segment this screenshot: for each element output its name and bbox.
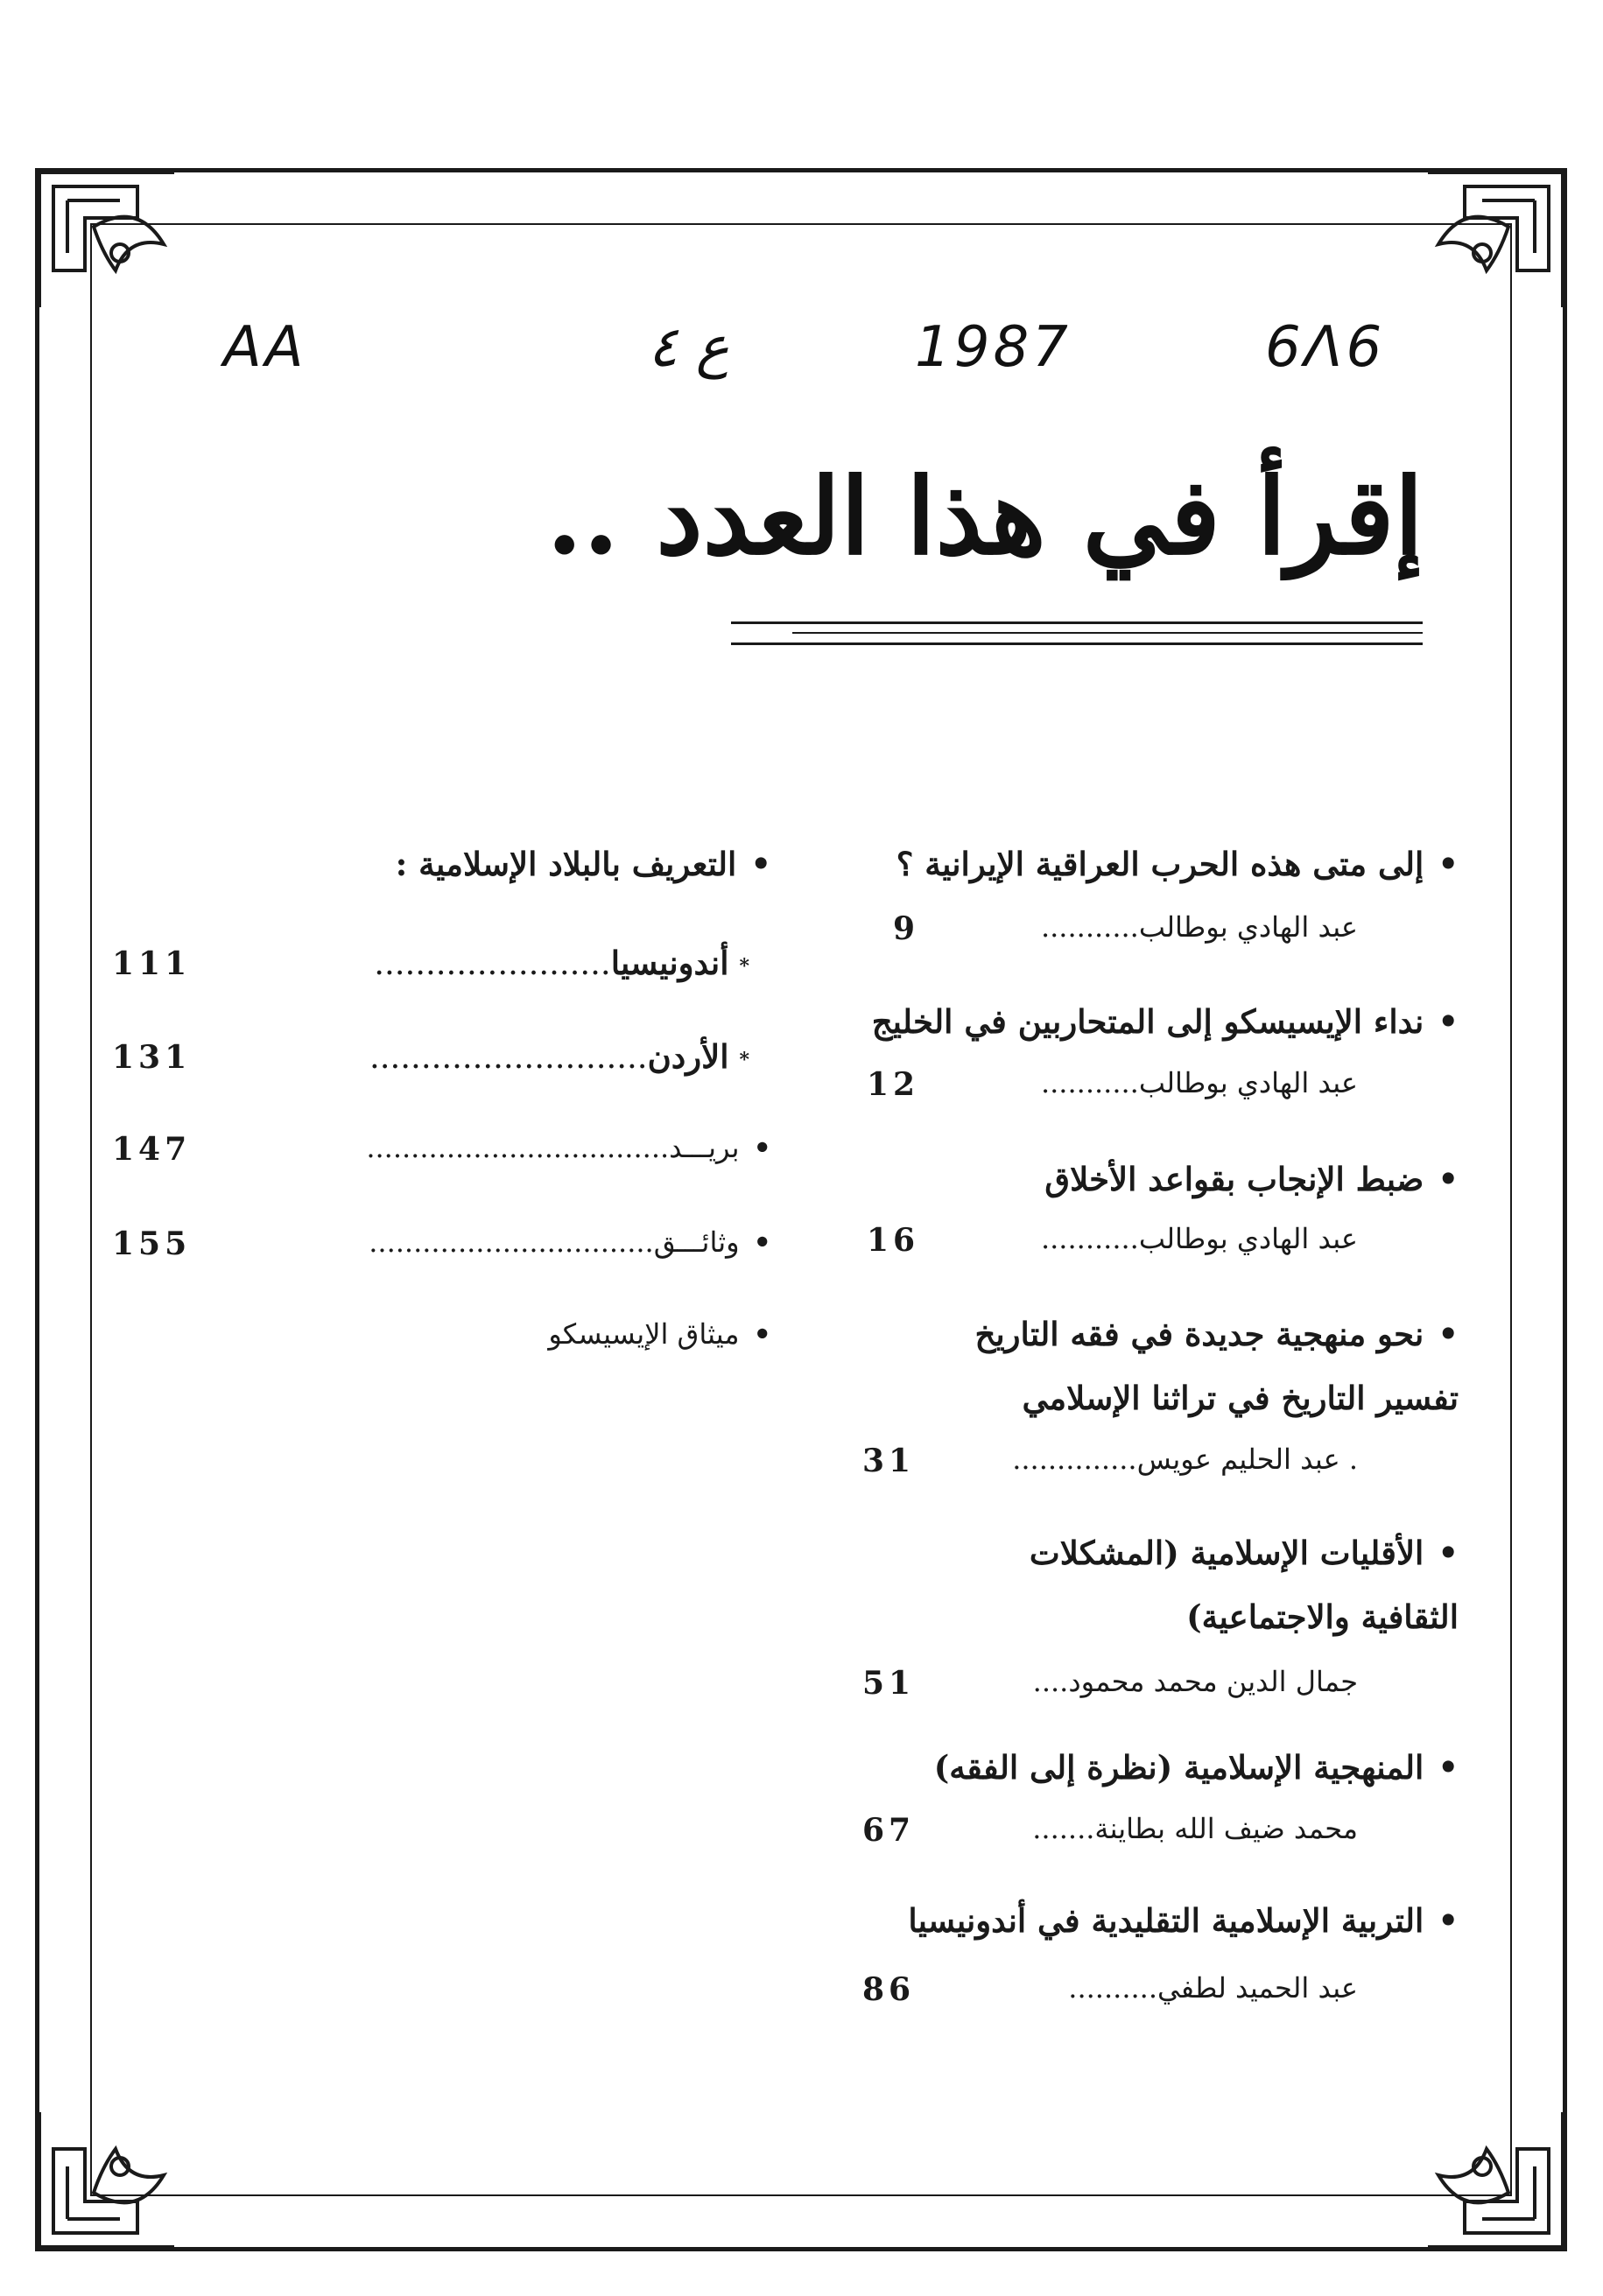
bullet-icon: • bbox=[1438, 1748, 1459, 1787]
toc-item-subtitle: تفسير التاريخ في تراثنا الإسلامي bbox=[1022, 1379, 1459, 1417]
title-divider bbox=[792, 632, 1423, 634]
corner-ornament-icon bbox=[32, 165, 181, 314]
extra-item bbox=[366, 1131, 771, 1164]
toc-item-author bbox=[1041, 1222, 1358, 1255]
author-name: عبد الحميد لطفي bbox=[1157, 1971, 1358, 2005]
toc-item-title-text: المنهجية الإسلامية (نظرة إلى الفقه) bbox=[933, 1748, 1424, 1787]
toc-item-title-text: إلى متى هذه الحرب العراقية الإيرانية ؟ bbox=[896, 845, 1424, 883]
toc-item-title bbox=[872, 1002, 1459, 1041]
toc-item-title-text: الأقليات الإسلامية (المشكلات bbox=[1029, 1534, 1424, 1572]
bullet-icon: • bbox=[750, 845, 771, 883]
author-name: محمد ضيف الله بطاينة bbox=[1094, 1812, 1358, 1845]
countries-heading bbox=[396, 845, 771, 883]
page-number: 67 bbox=[862, 1812, 916, 1849]
leader-dots: ........... bbox=[1040, 1222, 1139, 1255]
leader-dots: .... bbox=[1032, 1665, 1069, 1698]
handwritten-marker: ع ٤ bbox=[648, 315, 729, 380]
leader-dots: ................................ bbox=[369, 1225, 654, 1259]
author-name: عبد الهادي بوطالب bbox=[1138, 910, 1358, 944]
handwritten-year: 1987 bbox=[915, 315, 1072, 380]
toc-item-title-text: ضبط الإنجاب بقواعد الأخلاق bbox=[1044, 1160, 1424, 1198]
toc-item-author bbox=[1041, 1066, 1358, 1099]
leader-dots: .................................. bbox=[366, 1131, 670, 1164]
toc-item-title bbox=[975, 1315, 1459, 1353]
page-number: 51 bbox=[862, 1665, 916, 1702]
author-name: عبد الهادي بوطالب bbox=[1138, 1222, 1358, 1255]
bullet-icon: • bbox=[1438, 1315, 1459, 1353]
toc-item-author bbox=[1033, 1665, 1358, 1698]
leader-dots: ....... bbox=[1032, 1812, 1095, 1845]
extra-item-name: بريـــد bbox=[669, 1131, 740, 1164]
title-divider bbox=[731, 642, 1423, 645]
bullet-icon: • bbox=[1438, 1160, 1459, 1198]
page-number: 131 bbox=[112, 1039, 192, 1076]
page-number: 155 bbox=[112, 1225, 192, 1262]
author-name: عبد الهادي بوطالب bbox=[1138, 1066, 1358, 1099]
leader-dots: ........... bbox=[1040, 1066, 1139, 1099]
toc-item-subtitle: الثقافية والاجتماعية) bbox=[1186, 1597, 1459, 1636]
bullet-icon: • bbox=[1438, 1901, 1459, 1940]
toc-item-author bbox=[1012, 1443, 1358, 1476]
extra-item-name: وثائـــق bbox=[653, 1225, 740, 1259]
country-name: الأردن bbox=[647, 1037, 729, 1076]
page-number: 147 bbox=[112, 1131, 192, 1168]
bullet-icon: • bbox=[753, 1317, 771, 1351]
country-name: أندونيسيا bbox=[610, 944, 729, 982]
corner-ornament-icon bbox=[32, 2105, 181, 2254]
title-divider bbox=[731, 621, 1423, 624]
country-item bbox=[369, 1037, 749, 1076]
page-number: 9 bbox=[893, 910, 920, 947]
page-title: إقرأ في هذا العدد .. bbox=[545, 455, 1424, 579]
countries-heading-text: التعريف بالبلاد الإسلامية : bbox=[395, 845, 737, 883]
leader-dots: .............. bbox=[1012, 1443, 1137, 1476]
extra-item bbox=[548, 1317, 771, 1351]
bullet-icon: • bbox=[1438, 845, 1459, 883]
page-number: 31 bbox=[862, 1443, 916, 1479]
page-number: 12 bbox=[867, 1066, 920, 1103]
handwritten-issue-code: AA bbox=[223, 315, 307, 380]
page-number: 16 bbox=[867, 1222, 920, 1259]
corner-ornament-icon bbox=[1421, 2105, 1570, 2254]
page-number: 111 bbox=[112, 945, 192, 982]
toc-item-title-text: نحو منهجية جديدة في فقه التاريخ bbox=[974, 1315, 1424, 1353]
toc-item-title bbox=[908, 1901, 1459, 1940]
country-item bbox=[374, 944, 749, 982]
leader-dots: .......... bbox=[1068, 1971, 1157, 2005]
bullet-icon: • bbox=[753, 1131, 771, 1164]
extra-item bbox=[369, 1225, 771, 1259]
leader-dots: ........... bbox=[1040, 910, 1139, 944]
handwritten-ref: 6Λ6 bbox=[1265, 315, 1386, 380]
toc-item-title bbox=[896, 845, 1459, 883]
asterisk-icon: * bbox=[739, 1048, 749, 1071]
toc-item-author bbox=[1041, 910, 1358, 944]
toc-item-author bbox=[1032, 1812, 1358, 1845]
toc-item-author bbox=[1068, 1971, 1358, 2005]
bullet-icon: • bbox=[1438, 1534, 1459, 1572]
leader-dots: ........................... bbox=[369, 1038, 648, 1076]
toc-item-title bbox=[934, 1748, 1459, 1787]
extra-item-name: ميثاق الإيسيسكو bbox=[548, 1317, 740, 1351]
bullet-icon: • bbox=[1438, 1002, 1459, 1041]
leader-dots: ....................... bbox=[374, 944, 611, 982]
author-name: جمال الدين محمد محمود bbox=[1068, 1665, 1358, 1698]
asterisk-icon: * bbox=[739, 954, 749, 978]
toc-item-title-text: التربية الإسلامية التقليدية في أندونيسيا bbox=[908, 1901, 1424, 1940]
page-number: 86 bbox=[862, 1971, 916, 2008]
toc-item-title-text: نداء الإيسيسكو إلى المتحاربين في الخليج bbox=[871, 1002, 1424, 1041]
toc-item-title bbox=[1044, 1160, 1459, 1198]
author-name: . عبد الحليم عويس bbox=[1136, 1443, 1358, 1476]
bullet-icon: • bbox=[753, 1225, 771, 1259]
toc-item-title bbox=[1030, 1534, 1459, 1572]
corner-ornament-icon bbox=[1421, 165, 1570, 314]
